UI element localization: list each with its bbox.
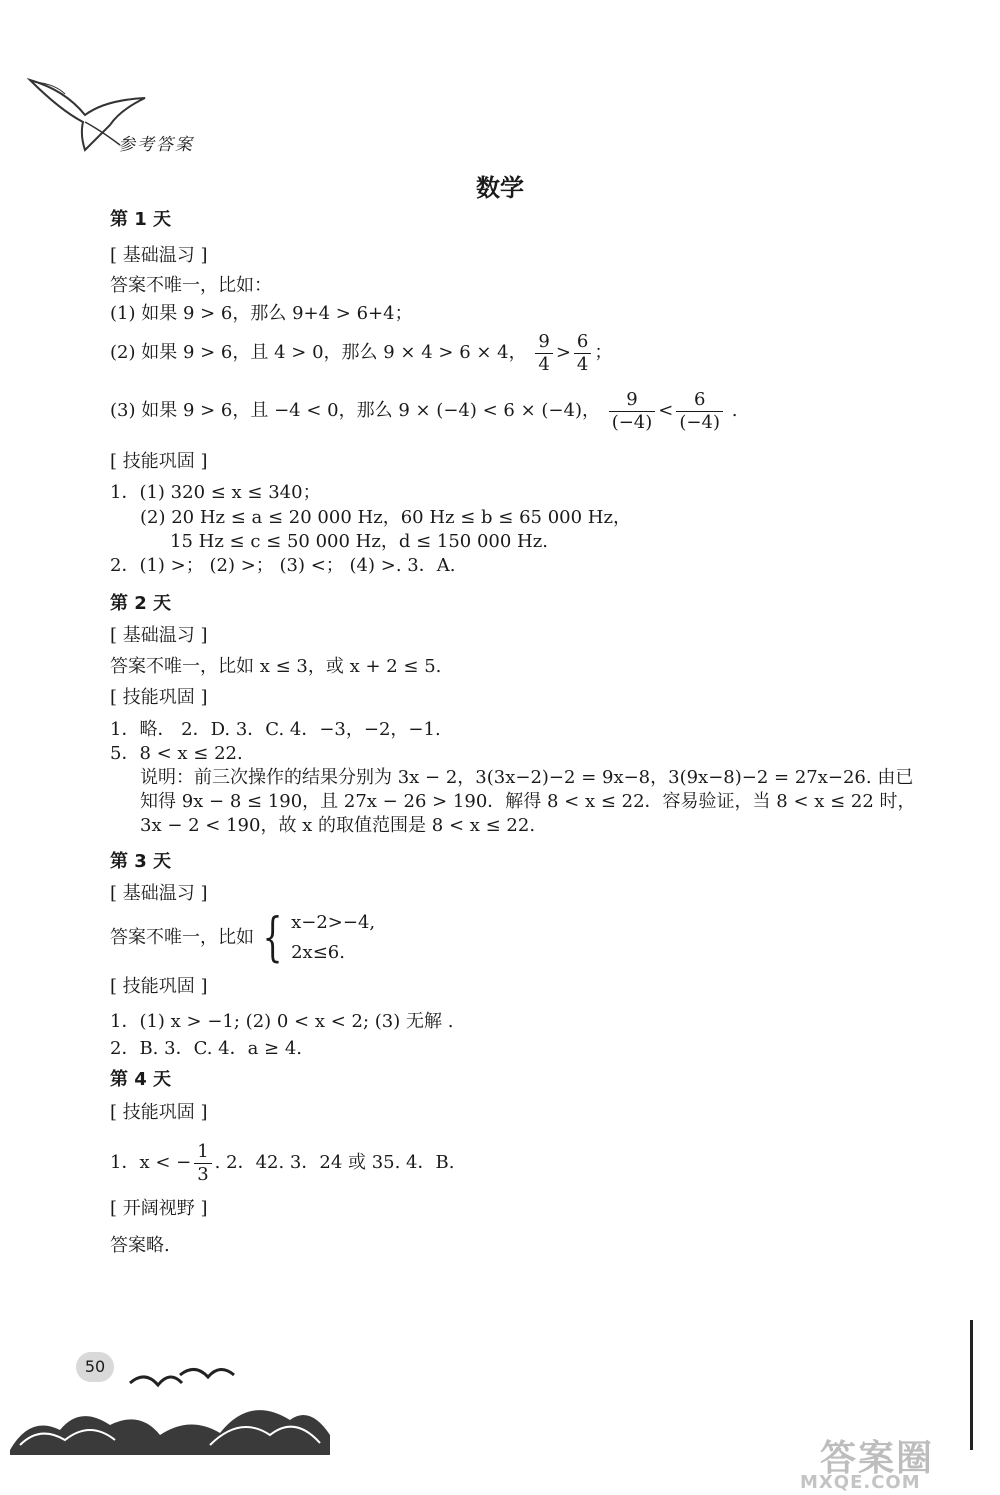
day3-skill2: 2．B. 3．C. 4．a ≥ 4. <box>110 1038 303 1059</box>
day1-intro: 答案不唯一，比如： <box>110 275 272 296</box>
day2-basic-label: [ 基础温习 ] <box>110 625 208 646</box>
margin-line-icon <box>968 1320 976 1450</box>
fraction: $\frac{9}{(-4)}$ <box>609 389 656 434</box>
day4-heading: 第 4 天 <box>110 1069 172 1090</box>
brace-icon: { <box>262 908 283 968</box>
day3-skill1: 1．(1) x > −1; (2) 0 < x < 2; (3) 无解 . <box>110 1011 454 1032</box>
fraction: $\frac{1}{3}$ <box>194 1141 211 1186</box>
header-label: 参考答案 <box>118 135 194 155</box>
day2-basic1: 答案不唯一，比如 x ≤ 3，或 x + 2 ≤ 5. <box>110 656 442 677</box>
day2-heading: 第 2 天 <box>110 593 172 614</box>
day1-line3-text: (3) 如果 9 > 6，且 −4 < 0，那么 9 × (−4) < 6 × (−4)， <box>110 400 600 421</box>
fraction: $\frac{6}{4}$ <box>574 331 591 376</box>
day2-skill4: 知得 9x − 8 ≤ 190，且 27x − 26 > 190．解得 8 < x ≤ 22．容易验证，当 8 < x ≤ 22 时， <box>140 791 916 812</box>
page-number: 50 <box>76 1352 114 1382</box>
day1-skill2: 2．(1) >； (2) >； (3) <； (4) >. 3．A. <box>110 555 456 576</box>
day4-skill-label: [ 技能巩固 ] <box>110 1102 208 1123</box>
day1-skill-label: [ 技能巩固 ] <box>110 451 208 472</box>
day1-skill1b: (2) 20 Hz ≤ a ≤ 20 000 Hz，60 Hz ≤ b ≤ 65 000 Hz， <box>140 507 631 528</box>
day4-skill1 <box>110 1140 454 1186</box>
day1-basic-label: [ 基础温习 ] <box>110 245 208 266</box>
waves-birds-decoration-icon <box>10 1355 330 1455</box>
page-title: 数学 <box>476 174 524 202</box>
operator: < <box>658 400 674 421</box>
day3-basic-label: [ 基础温习 ] <box>110 883 208 904</box>
day4-skill1-post: . 2．42. 3．24 或 35. 4．B. <box>214 1152 455 1173</box>
operator: > <box>555 342 571 363</box>
watermark-url: MXQE.COM <box>800 1472 921 1493</box>
inequality-system: x−2>−4, 2x≤6. <box>291 912 376 963</box>
day2-skill-label: [ 技能巩固 ] <box>110 687 208 708</box>
day1-line1: (1) 如果 9 > 6，那么 9+4 > 6+4； <box>110 303 413 324</box>
day4-skill1-pre: 1．x < − <box>110 1152 192 1173</box>
day4-open1: 答案略. <box>110 1235 170 1256</box>
day1-skill1: 1．(1) 320 ≤ x ≤ 340； <box>110 482 321 503</box>
day4-open-label: [ 开阔视野 ] <box>110 1198 208 1219</box>
fraction: $\frac{6}{(-4)}$ <box>676 389 723 434</box>
day3-basic1 <box>110 908 375 968</box>
day3-skill-label: [ 技能巩固 ] <box>110 976 208 997</box>
day2-skill1: 1．略． 2．D. 3．C. 4．−3，−2，−1. <box>110 719 441 740</box>
day1-heading: 第 1 天 <box>110 209 172 230</box>
day2-skill5: 3x − 2 < 190，故 x 的取值范围是 8 < x ≤ 22. <box>140 815 536 836</box>
day3-heading: 第 3 天 <box>110 851 172 872</box>
day1-line2: (2) 如果 9 > 6，且 4 > 0，那么 9 × 4 > 6 × 4， $\frac{9}{4}$ > $\frac{6}{4}$ ； <box>110 330 613 375</box>
day1-skill1c: 15 Hz ≤ c ≤ 50 000 Hz，d ≤ 150 000 Hz. <box>170 531 548 552</box>
watermark: 答案圈 <box>820 1438 935 1479</box>
day1-line3: (3) 如果 9 > 6，且 −4 < 0，那么 9 × (−4) < 6 × (−4)， $\frac{9}{(-4)}$ < $\frac{6}{(-4)}$ . <box>110 388 738 433</box>
day3-basic1-text: 答案不唯一，比如 <box>110 927 254 948</box>
day2-skill3: 说明：前三次操作的结果分别为 3x − 2，3(3x−2)−2 = 9x−8，3(9x−8)−2 = 27x−26. 由已 <box>140 767 914 788</box>
day2-skill2: 5．8 < x ≤ 22. <box>110 743 243 764</box>
day1-line2-text: (2) 如果 9 > 6，且 4 > 0，那么 9 × 4 > 6 × 4， <box>110 342 527 363</box>
fraction: $\frac{9}{4}$ <box>535 331 552 376</box>
